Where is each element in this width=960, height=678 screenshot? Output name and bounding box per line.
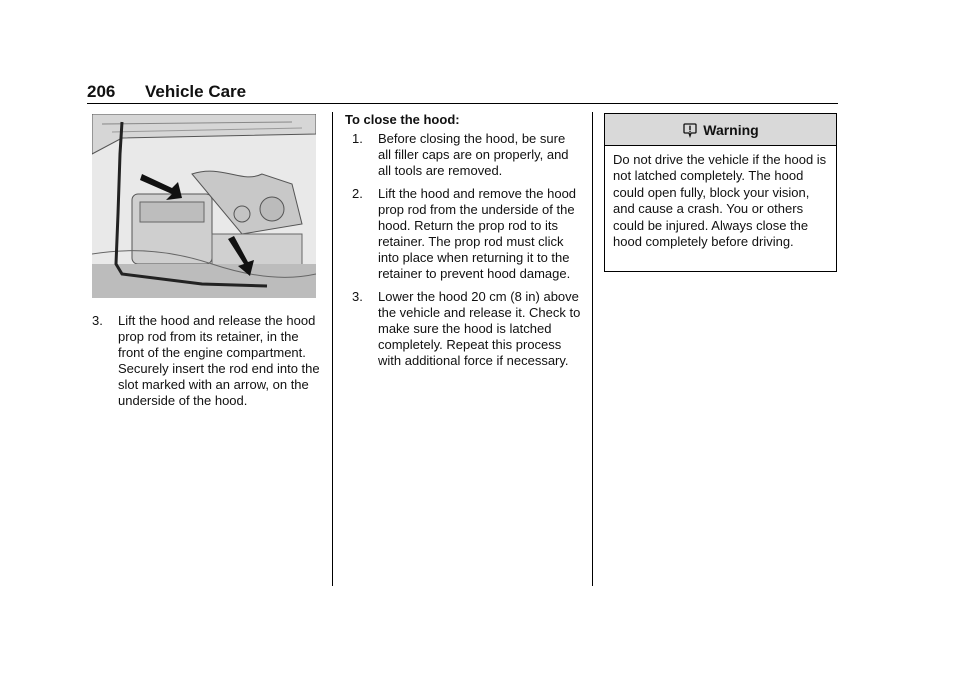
step-number: 3. — [92, 313, 103, 328]
step-number: 1. — [352, 131, 363, 146]
warning-header — [605, 114, 836, 146]
page-number: 206 — [87, 82, 116, 101]
step-text: Lower the hood 20 cm (8 in) above the vehicle and release it. Check to make sure the hood is latched completely. Repeat this process with additional force if necessary. — [378, 289, 581, 368]
subheading: To close the hood: — [345, 112, 460, 127]
page-header — [87, 82, 837, 104]
header-rule — [87, 103, 838, 104]
step-number: 3. — [352, 289, 363, 304]
warning-text: Do not drive the vehicle if the hood is not latched completely. The hood could open fully, block your vision, and cause a crash. You or others could be injured. Always close the hood completely before driving. — [613, 152, 827, 250]
list-item — [345, 186, 581, 282]
column-divider-2 — [592, 112, 593, 586]
step-text: Lift the hood and release the hood prop rod from its retainer, in the front of the engine compartment. Securely insert the rod end into the slot marked with an arrow, on the underside of the hood. — [118, 313, 320, 408]
list-item — [92, 313, 324, 409]
warning-title: Warning — [703, 121, 759, 138]
list-item — [345, 131, 581, 179]
step-number: 2. — [352, 186, 363, 201]
column-1 — [92, 313, 324, 416]
warning-box — [604, 113, 837, 272]
list-item — [345, 289, 581, 369]
warning-icon — [682, 122, 698, 138]
step-text: Before closing the hood, be sure all filler caps are on properly, and all tools are removed. — [378, 131, 569, 178]
step-text: Lift the hood and remove the hood prop rod from the underside of the hood. Return the prop rod to its retainer. The prop rod must click into place when returning it to the retainer to prevent hood damage. — [378, 186, 577, 281]
engine-bay-illustration — [92, 114, 316, 298]
section-title: Vehicle Care — [145, 82, 247, 101]
column-divider-1 — [332, 112, 333, 586]
column-2 — [345, 112, 581, 376]
